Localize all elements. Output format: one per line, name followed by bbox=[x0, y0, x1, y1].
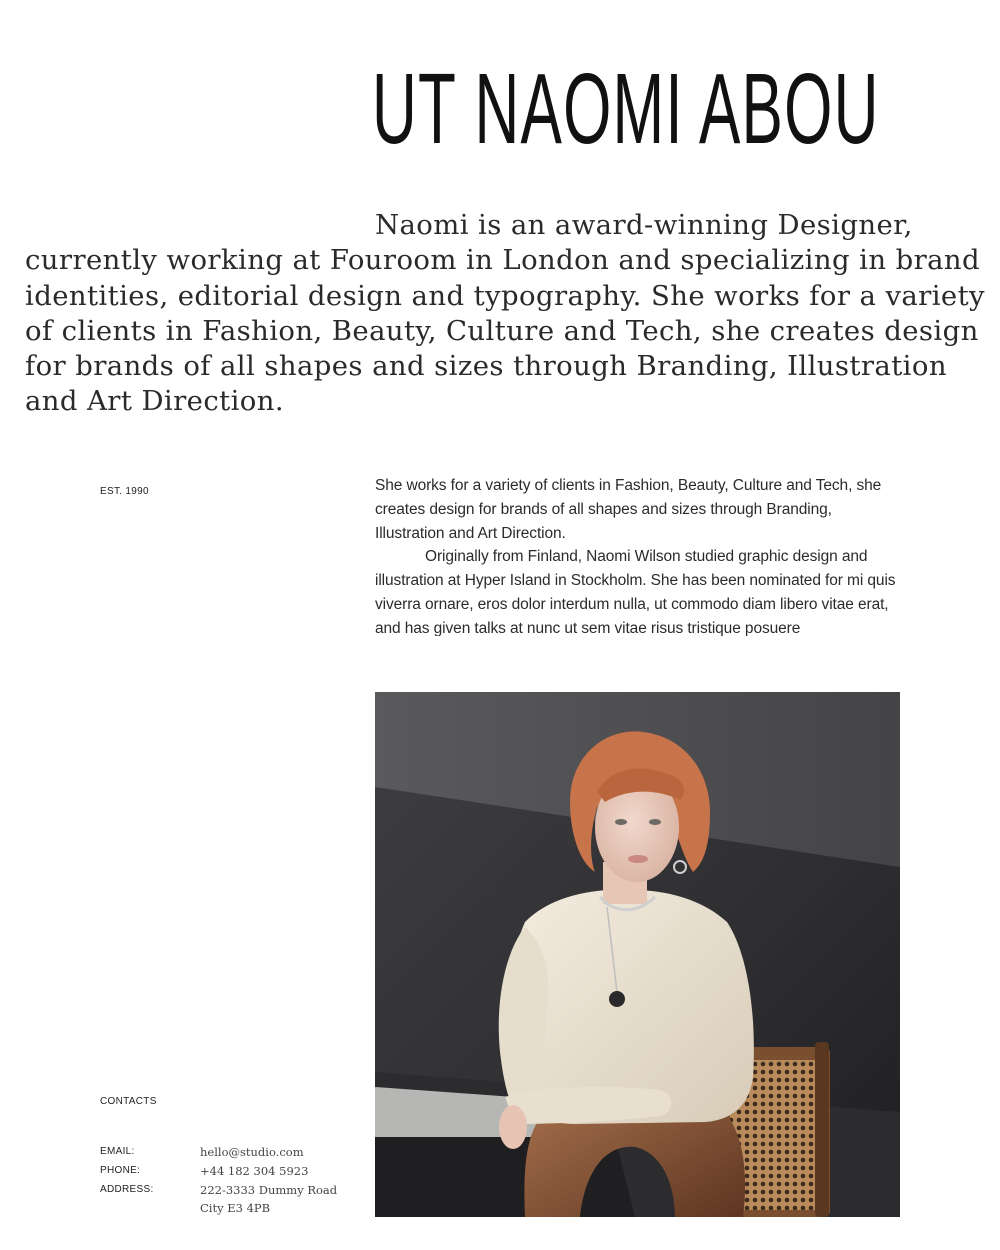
portrait-photo bbox=[375, 692, 900, 1217]
established-label: EST. 1990 bbox=[100, 486, 149, 497]
bio-paragraph-2: Originally from Finland, Naomi Wilson studied graphic design and illustration at Hyper Island in Stockholm. She has been nominated for mi quis viverra ornare, eros dolor interdum nulla, ut commodo diam libero vitae erat, and has given talks at nunc ut sem vitae risus tristique posuere bbox=[375, 548, 896, 636]
address-line-2: City E3 4PB bbox=[200, 1201, 271, 1215]
bio-text bbox=[375, 474, 900, 636]
intro-paragraph: Naomi is an award-winning Designer, currently working at Fouroom in London and specializing in brand identities, editorial design and typography. She works for a variety of clients in Fashion, Beauty, Culture and Tech, she creates design for brands of all shapes and sizes through Branding, Illustration and Art Direction. bbox=[25, 209, 985, 418]
email-label: EMAIL: bbox=[100, 1146, 135, 1157]
page-title bbox=[372, 52, 902, 167]
contacts-heading: CONTACTS bbox=[100, 1096, 157, 1107]
address-label: ADDRESS: bbox=[100, 1184, 154, 1195]
email-link[interactable]: hello@studio.com bbox=[200, 1145, 304, 1159]
phone-link[interactable]: +44 182 304 5923 bbox=[200, 1164, 309, 1178]
page-title-text: UT NAOMI ABOU bbox=[372, 53, 880, 165]
bio-paragraph-1: She works for a variety of clients in Fashion, Beauty, Culture and Tech, she creates design for brands of all shapes and sizes through Branding, Illustration and Art Direction. bbox=[375, 477, 882, 542]
address-line-1: 222-3333 Dummy Road bbox=[200, 1183, 338, 1197]
phone-label: PHONE: bbox=[100, 1165, 141, 1176]
portrait-photo-icon bbox=[375, 692, 900, 1217]
